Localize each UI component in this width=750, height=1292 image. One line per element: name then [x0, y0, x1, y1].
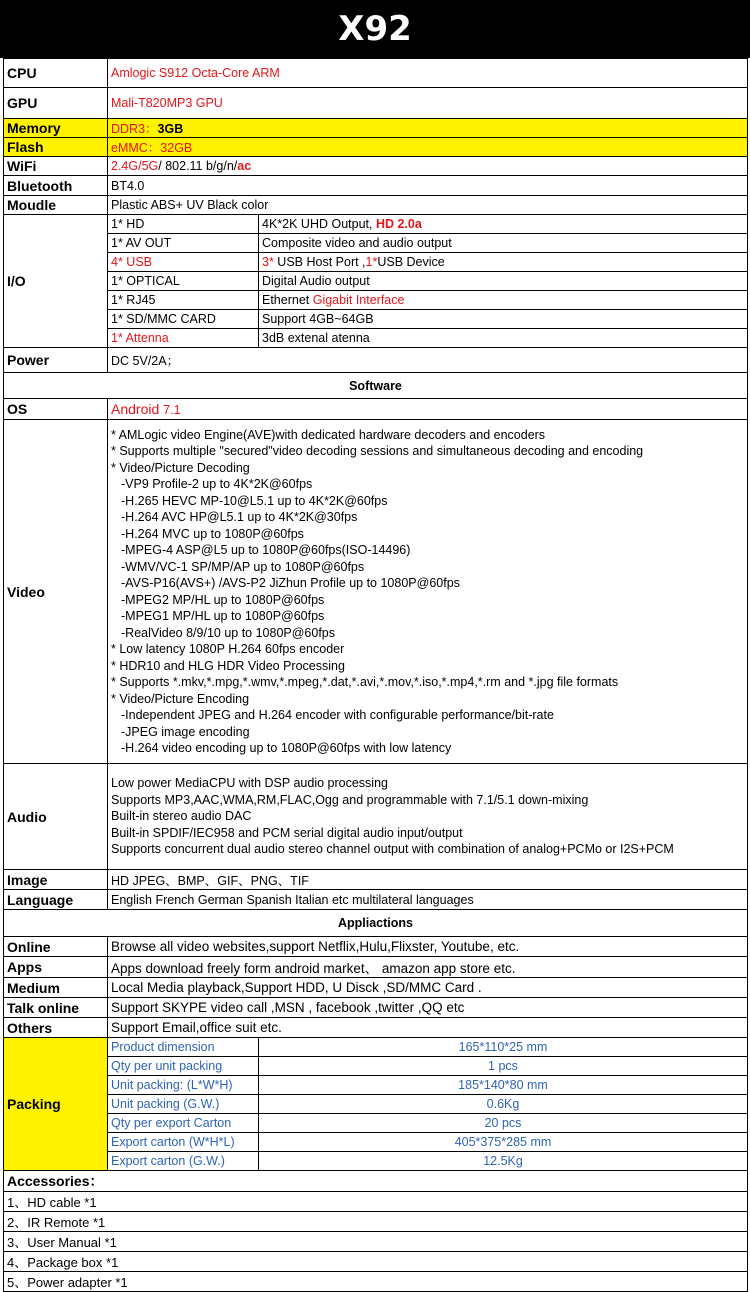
- io-row: [4, 253, 748, 272]
- memory-prefix: DDR3：: [111, 122, 158, 136]
- video-features: [108, 420, 748, 764]
- app-row: [4, 1018, 748, 1038]
- row-video: [4, 420, 748, 764]
- video-line: -AVS-P16(AVS+) /AVS-P2 JiZhun Profile up to 1080P@60fps: [121, 576, 460, 590]
- video-line: * Supports *.mkv,*.mpg,*.wmv,*.mpeg,*.dat,*.avi,*.mov,*.iso,*.mp4,*.rm and *.jpg file formats: [111, 675, 619, 689]
- accessory-row: [4, 1252, 748, 1272]
- image-label: Image: [4, 870, 108, 890]
- io-desc-text: 4K*2K UHD Output,: [262, 217, 376, 231]
- wifi-label: WiFi: [4, 157, 108, 176]
- accessory-item: 1、HD cable *1: [4, 1192, 748, 1212]
- app-label: Online: [4, 937, 108, 957]
- language-value: English French German Spanish Italian etc multilateral languages: [108, 890, 748, 910]
- accessories-heading: Accessories：: [4, 1171, 748, 1192]
- wifi-slash: /: [158, 159, 162, 173]
- packing-value: 185*140*80 mm: [259, 1076, 748, 1095]
- spec-table: [3, 58, 748, 1292]
- accessory-item: 3、User Manual *1: [4, 1232, 748, 1252]
- packing-name: Export carton (G.W.): [108, 1152, 259, 1171]
- memory-label: Memory: [4, 119, 108, 138]
- io-label: I/O: [4, 215, 108, 348]
- bluetooth-value: BT4.0: [108, 176, 748, 196]
- io-port: 1* SD/MMC CARD: [108, 310, 259, 329]
- io-port: 1* OPTICAL: [108, 272, 259, 291]
- row-audio: [4, 764, 748, 870]
- io-desc-text: USB Host Port ,: [273, 255, 366, 269]
- wifi-value-cell: [108, 157, 748, 176]
- io-row: [4, 329, 748, 348]
- io-port: 1* HD: [108, 215, 259, 234]
- cpu-label: CPU: [4, 59, 108, 88]
- packing-value: 405*375*285 mm: [259, 1133, 748, 1152]
- video-line: * Video/Picture Encoding: [111, 691, 250, 706]
- audio-line: Built-in stereo audio DAC: [111, 809, 252, 824]
- row-language: [4, 890, 748, 910]
- io-port: 1* RJ45: [108, 291, 259, 310]
- app-label: Talk online: [4, 998, 108, 1018]
- applications-heading: Appliactions: [4, 910, 748, 937]
- memory-value: 3GB: [157, 122, 184, 136]
- moudle-value: Plastic ABS+ UV Black color: [108, 196, 748, 215]
- audio-line: Low power MediaCPU with DSP audio processing: [111, 776, 388, 791]
- io-row: [4, 291, 748, 310]
- audio-line: Built-in SPDIF/IEC958 and PCM serial digital audio input/output: [111, 825, 463, 840]
- os-label: OS: [4, 399, 108, 420]
- app-label: Medium: [4, 978, 108, 998]
- app-row: [4, 998, 748, 1018]
- product-title: X92: [0, 0, 750, 58]
- video-line: * AMLogic video Engine(AVE)with dedicated hardware decoders and encoders: [111, 427, 546, 442]
- app-label: Apps: [4, 957, 108, 978]
- packing-value: 20 pcs: [259, 1114, 748, 1133]
- packing-row: [4, 1114, 748, 1133]
- row-moudle: [4, 196, 748, 215]
- power-value: DC 5V/2A；: [108, 348, 748, 373]
- app-value: Apps download freely form android market、 amazon app store etc.: [108, 957, 748, 978]
- io-desc-text2: USB Device: [377, 255, 445, 269]
- accessory-row: [4, 1272, 748, 1292]
- wifi-ac: ac: [237, 159, 252, 173]
- packing-value: 0.6Kg: [259, 1095, 748, 1114]
- video-label: Video: [4, 420, 108, 764]
- packing-row: [4, 1133, 748, 1152]
- video-line: -MPEG-4 ASP@L5 up to 1080P@60fps(ISO-14496): [121, 543, 411, 557]
- packing-label: Packing: [4, 1038, 108, 1171]
- packing-row: [4, 1076, 748, 1095]
- language-label: Language: [4, 890, 108, 910]
- row-memory: [4, 119, 748, 138]
- row-os: [4, 399, 748, 420]
- packing-row: [4, 1038, 748, 1057]
- io-port: 1* AV OUT: [108, 234, 259, 253]
- video-line: * Supports multiple "secured"video decoding sessions and simultaneous decoding and encoding: [111, 444, 644, 458]
- packing-name: Export carton (W*H*L): [108, 1133, 259, 1152]
- io-desc-text: Ethernet: [262, 293, 313, 307]
- app-value: Support Email,office suit etc.: [108, 1018, 748, 1038]
- moudle-label: Moudle: [4, 196, 108, 215]
- video-line: -VP9 Profile-2 up to 4K*2K@60fps: [121, 477, 313, 491]
- bluetooth-label: Bluetooth: [4, 176, 108, 196]
- accessory-row: [4, 1212, 748, 1232]
- video-line: * Low latency 1080P H.264 60fps encoder: [111, 642, 345, 656]
- video-line: -Independent JPEG and H.264 encoder with configurable performance/bit-rate: [121, 708, 554, 722]
- video-line: -H.264 AVC HP@L5.1 up to 4K*2K@30fps: [121, 510, 358, 524]
- os-value-cell: [108, 399, 748, 420]
- wifi-band: 2.4G/5G: [111, 159, 159, 173]
- row-gpu: [4, 88, 748, 119]
- packing-name: Unit packing (G.W.): [108, 1095, 259, 1114]
- flash-value: eMMC：32GB: [108, 138, 748, 157]
- io-desc: [259, 215, 748, 234]
- accessory-item: 2、IR Remote *1: [4, 1212, 748, 1232]
- software-heading-row: [4, 373, 748, 399]
- app-value: Support SKYPE video call ,MSN , facebook ,twitter ,QQ etc: [108, 998, 748, 1018]
- packing-row: [4, 1095, 748, 1114]
- packing-value: 1 pcs: [259, 1057, 748, 1076]
- row-flash: [4, 138, 748, 157]
- video-line: -MPEG1 MP/HL up to 1080P@60fps: [121, 609, 325, 623]
- audio-line: Supports MP3,AAC,WMA,RM,FLAC,Ogg and programmable with 7.1/5.1 down-mixing: [111, 792, 589, 807]
- io-desc: [259, 291, 748, 310]
- io-desc-num2: 1*: [365, 255, 378, 269]
- video-line: -JPEG image encoding: [121, 724, 250, 739]
- video-line: -WMV/VC-1 SP/MP/AP up to 1080P@60fps: [121, 559, 365, 574]
- io-desc-highlight: Gigabit Interface: [312, 293, 405, 307]
- power-label: Power: [4, 348, 108, 373]
- io-row: [4, 215, 748, 234]
- io-desc: [259, 253, 748, 272]
- accessory-row: [4, 1232, 748, 1252]
- audio-label: Audio: [4, 764, 108, 870]
- io-desc: Digital Audio output: [259, 272, 748, 291]
- os-version: 7.1: [163, 403, 181, 417]
- image-value: HD JPEG、BMP、GIF、PNG、TIF: [108, 870, 748, 890]
- io-port: 1* Attenna: [108, 329, 259, 348]
- gpu-value: Mali-T820MP3 GPU: [108, 88, 748, 119]
- video-line: -H.264 MVC up to 1080P@60fps: [121, 526, 304, 541]
- io-port: 4* USB: [108, 253, 259, 272]
- packing-name: Qty per unit packing: [108, 1057, 259, 1076]
- wifi-std: 802.11 b/g/n/: [161, 159, 238, 173]
- applications-heading-row: [4, 910, 748, 937]
- video-line: * Video/Picture Decoding: [111, 460, 250, 475]
- software-heading: Software: [4, 373, 748, 399]
- io-desc: Support 4GB~64GB: [259, 310, 748, 329]
- cpu-value: Amlogic S912 Octa-Core ARM: [108, 59, 748, 88]
- video-line: -H.265 HEVC MP-10@L5.1 up to 4K*2K@60fps: [121, 493, 388, 508]
- io-row: [4, 234, 748, 253]
- accessories-heading-row: [4, 1171, 748, 1192]
- os-value: Android: [111, 401, 164, 417]
- row-wifi: [4, 157, 748, 176]
- app-row: [4, 937, 748, 957]
- row-bluetooth: [4, 176, 748, 196]
- accessory-item: 4、Package box *1: [4, 1252, 748, 1272]
- app-value: Browse all video websites,support Netflix,Hulu,Flixster, Youtube, etc.: [108, 937, 748, 957]
- video-line: -H.264 video encoding up to 1080P@60fps with low latency: [121, 741, 452, 755]
- app-row: [4, 978, 748, 998]
- gpu-label: GPU: [4, 88, 108, 119]
- io-desc-highlight: HD 2.0a: [375, 217, 422, 231]
- app-label: Others: [4, 1018, 108, 1038]
- io-desc: 3dB extenal atenna: [259, 329, 748, 348]
- packing-name: Unit packing: (L*W*H): [108, 1076, 259, 1095]
- accessory-item: 5、Power adapter *1: [4, 1272, 748, 1292]
- audio-features: [108, 764, 748, 870]
- audio-line: Supports concurrent dual audio stereo channel output with combination of analog+PCMo or I2S+PCM: [111, 842, 674, 857]
- row-power: [4, 348, 748, 373]
- packing-name: Qty per export Carton: [108, 1114, 259, 1133]
- packing-row: [4, 1152, 748, 1171]
- row-image: [4, 870, 748, 890]
- io-desc: Composite video and audio output: [259, 234, 748, 253]
- io-row: [4, 272, 748, 291]
- packing-value: 12.5Kg: [259, 1152, 748, 1171]
- accessory-row: [4, 1192, 748, 1212]
- packing-name: Product dimension: [108, 1038, 259, 1057]
- video-line: * HDR10 and HLG HDR Video Processing: [111, 658, 345, 673]
- app-value: Local Media playback,Support HDD, U Disck ,SD/MMC Card .: [108, 978, 748, 998]
- video-line: -MPEG2 MP/HL up to 1080P@60fps: [121, 592, 325, 607]
- packing-row: [4, 1057, 748, 1076]
- io-row: [4, 310, 748, 329]
- app-row: [4, 957, 748, 978]
- packing-value: 165*110*25 mm: [259, 1038, 748, 1057]
- video-line: -RealVideo 8/9/10 up to 1080P@60fps: [121, 625, 336, 640]
- io-desc-num: 3*: [262, 255, 274, 269]
- row-cpu: [4, 59, 748, 88]
- memory-value-cell: [108, 119, 748, 138]
- flash-label: Flash: [4, 138, 108, 157]
